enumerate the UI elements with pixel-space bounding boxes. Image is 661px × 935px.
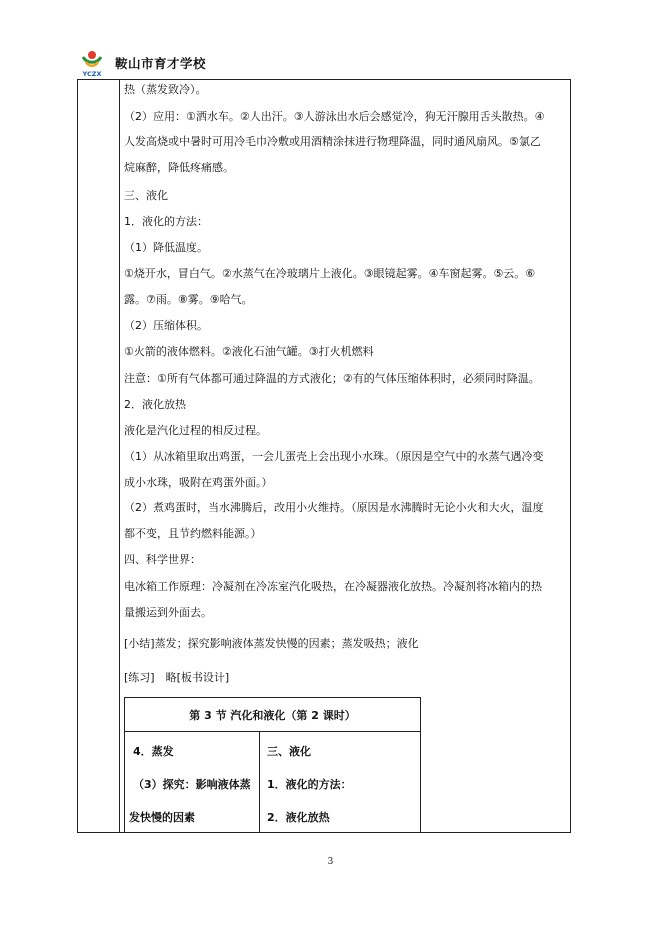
board-left-item: 4．蒸发	[133, 745, 174, 758]
text-line: （1）从冰箱里取出鸡蛋，一会儿蛋壳上会出现小水珠。（原因是空气中的水蒸气遇冷变	[124, 450, 544, 463]
text-line: 注意：①所有气体都可通过降温的方式液化；②有的气体压缩体积时，必须同时降温。	[124, 372, 540, 385]
summary-line: [小结]蒸发；探究影响液体蒸发快慢的因素；蒸发吸热；液化	[124, 637, 419, 650]
text-line: 成小水珠，吸附在鸡蛋外面。）	[124, 476, 273, 489]
text-line: （2）应用：①洒水车。②人出汗。③人游泳出水后会感觉冷，狗无汗腺用舌头散热。④	[124, 110, 545, 123]
text-line: （2）压缩体积。	[124, 319, 208, 332]
board-title: 第 3 节 汽化和液化（第 2 课时）	[125, 698, 420, 732]
text-line: （1）降低温度。	[124, 241, 208, 254]
school-name: 鞍山市育才学校	[115, 56, 207, 71]
text-line: 液化是汽化过程的相反过程。	[124, 424, 267, 437]
text-line: 人发高烧或中暑时可用冷毛巾冷敷或用酒精涂抹进行物理降温，同时通风扇风。⑤氯乙	[124, 135, 541, 148]
board-right-item: 三、液化	[267, 745, 311, 758]
text-line: 电冰箱工作原理：冷凝剂在冷冻室汽化吸热，在冷凝器液化放热。冷凝剂将冰箱内的热	[124, 580, 542, 593]
text-line: ①烧开水，冒白气。②水蒸气在冷玻璃片上液化。③眼镜起雾。④车窗起雾。⑤云。⑥	[124, 267, 536, 280]
board-column-divider	[259, 731, 260, 833]
board-left-item: 发快慢的因素	[129, 811, 195, 824]
logo-text: YCZX	[82, 70, 102, 78]
section-heading: 四、科学世界：	[124, 553, 201, 566]
board-right-item: 1．液化的方法：	[267, 778, 352, 791]
text-line: 烷麻醉，降低疼痛感。	[124, 161, 234, 174]
text-line: （2）煮鸡蛋时，当水沸腾后，改用小火维持。（原因是水沸腾时无论小火和大火，温度	[124, 501, 544, 514]
lesson-table-column-divider	[119, 79, 120, 833]
text-line: 露。⑦雨。⑧雾。⑨哈气。	[124, 293, 253, 306]
section-heading: 三、液化	[124, 189, 168, 202]
page-number: 3	[327, 857, 334, 867]
school-logo-icon	[77, 48, 107, 78]
exercise-line: [练习] 略[板书设计]	[124, 671, 230, 684]
board-left-item: （3）探究：影响液体蒸	[133, 778, 251, 791]
page-header	[77, 46, 206, 80]
text-line: 1．液化的方法：	[124, 215, 208, 228]
board-right-item: 2．液化放热	[267, 811, 330, 824]
text-line: 都不变，且节约燃料能源。）	[124, 527, 262, 540]
text-line: 2．液化放热	[124, 398, 186, 411]
blackboard-design-table	[124, 697, 421, 833]
text-line: ①火箭的液体燃料。②液化石油气罐。③打火机燃料	[124, 345, 374, 358]
text-line: 热（蒸发致冷）。	[124, 83, 207, 96]
text-line: 量搬运到外面去。	[124, 606, 212, 619]
